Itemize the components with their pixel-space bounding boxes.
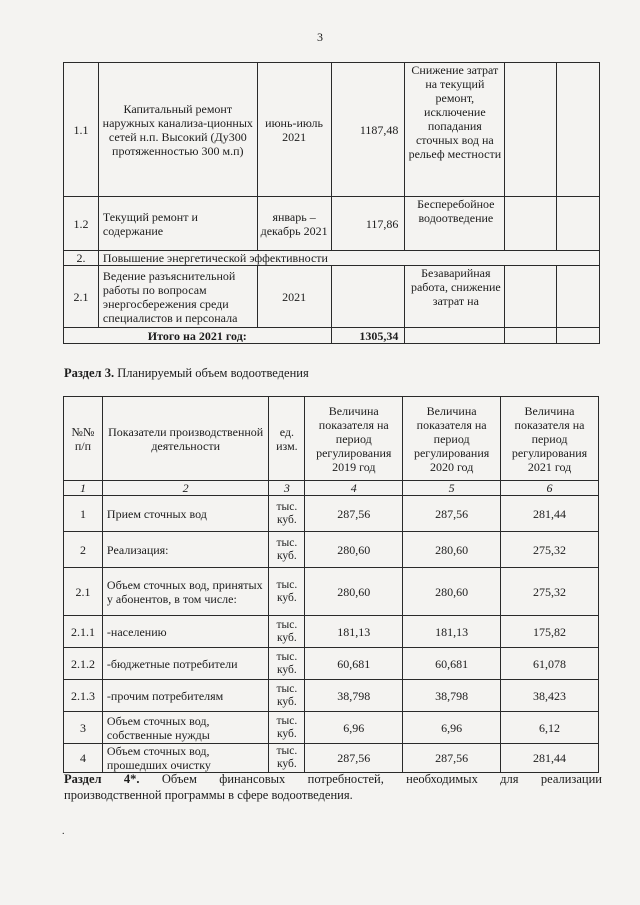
header-number: №№ п/п	[64, 397, 103, 481]
measure-sum: 1187,48	[331, 63, 405, 197]
table-row	[64, 266, 600, 328]
section-4-word: Раздел	[64, 772, 102, 786]
table-row	[64, 496, 599, 532]
row-number: 3	[64, 712, 103, 744]
value-2020: 287,56	[403, 496, 501, 532]
empty-cell	[505, 266, 557, 328]
indicator-name: -прочим потребителям	[102, 680, 269, 712]
column-number: 2	[102, 481, 269, 496]
measure-period: январь – декабрь 2021	[257, 197, 331, 251]
row-number: 2.1.1	[64, 616, 103, 648]
value-2020: 280,60	[403, 532, 501, 568]
wastewater-volume-table	[63, 396, 599, 773]
row-number: 1	[64, 496, 103, 532]
row-number: 2	[64, 532, 103, 568]
value-2020: 280,60	[403, 568, 501, 616]
row-number: 1.2	[64, 197, 99, 251]
measure-name: Ведение разъяснительной работы по вопросам энергосбережения среди специалистов и персонала	[98, 266, 257, 328]
unit-cell: тыс. куб.	[269, 744, 305, 773]
empty-cell	[505, 197, 557, 251]
empty-cell	[557, 197, 600, 251]
section-4-line-1	[64, 771, 602, 787]
value-2020: 60,681	[403, 648, 501, 680]
section-heading: Повышение энергетической эффективности	[98, 251, 599, 266]
section-4-word: Объем	[161, 772, 197, 786]
row-number: 2.1.2	[64, 648, 103, 680]
value-2020: 6,96	[403, 712, 501, 744]
indicator-name: Объем сточных вод, принятых у абонентов, в том числе:	[102, 568, 269, 616]
section-4-word: для	[500, 772, 519, 786]
row-number: 2.	[64, 251, 99, 266]
value-2019: 6,96	[305, 712, 403, 744]
measure-period: июнь-июль 2021	[257, 63, 331, 197]
table-row	[64, 616, 599, 648]
value-2019: 60,681	[305, 648, 403, 680]
column-number: 1	[64, 481, 103, 496]
column-number: 6	[501, 481, 599, 496]
empty-cell	[505, 63, 557, 197]
value-2019: 287,56	[305, 744, 403, 773]
empty-cell	[557, 266, 600, 328]
unit-cell: тыс. куб.	[269, 712, 305, 744]
column-number: 3	[269, 481, 305, 496]
value-2021: 275,32	[501, 568, 599, 616]
section-4-word: финансовых	[219, 772, 286, 786]
page-number: 3	[317, 30, 323, 44]
header-2019: Величина показателя на период регулирования 2019 год	[305, 397, 403, 481]
measure-sum	[331, 266, 405, 328]
indicator-name: Объем сточных вод, собственные нужды	[102, 712, 269, 744]
value-2020: 38,798	[403, 680, 501, 712]
total-row	[64, 328, 600, 344]
unit-cell: тыс. куб.	[269, 496, 305, 532]
measure-name: Текущий ремонт и содержание	[98, 197, 257, 251]
unit-cell: тыс. куб.	[269, 532, 305, 568]
total-label: Итого на 2021 год:	[64, 328, 332, 344]
row-number: 2.1	[64, 266, 99, 328]
section-3-label: Раздел 3.	[64, 366, 115, 380]
value-2020: 181,13	[403, 616, 501, 648]
header-2020: Величина показателя на период регулирования 2020 год	[403, 397, 501, 481]
table-row	[64, 744, 599, 773]
section-4-word: потребностей,	[307, 772, 384, 786]
indicator-name: -бюджетные потребители	[102, 648, 269, 680]
total-value: 1305,34	[331, 328, 405, 344]
value-2020: 287,56	[403, 744, 501, 773]
row-number: 4	[64, 744, 103, 773]
table-row	[64, 532, 599, 568]
indicator-name: Реализация:	[102, 532, 269, 568]
section-4-heading	[64, 771, 602, 803]
table-row	[64, 648, 599, 680]
stray-mark: .	[62, 826, 65, 837]
indicator-name: Объем сточных вод, прошедших очистку	[102, 744, 269, 773]
row-number: 2.1	[64, 568, 103, 616]
measure-sum: 117,86	[331, 197, 405, 251]
table-row	[64, 568, 599, 616]
value-2019: 280,60	[305, 568, 403, 616]
value-2021: 61,078	[501, 648, 599, 680]
column-number: 5	[403, 481, 501, 496]
empty-cell	[557, 328, 600, 344]
indicator-name: -населению	[102, 616, 269, 648]
table-row	[64, 63, 600, 197]
measure-effect: Бесперебойное водоотведение	[405, 197, 505, 251]
column-number: 4	[305, 481, 403, 496]
table-row	[64, 251, 600, 266]
unit-cell: тыс. куб.	[269, 568, 305, 616]
header-row	[64, 397, 599, 481]
empty-cell	[405, 328, 505, 344]
measure-effect: Безаварийная работа, снижение затрат на	[405, 266, 505, 328]
measure-period: 2021	[257, 266, 331, 328]
table-row	[64, 712, 599, 744]
header-2021: Величина показателя на период регулирования 2021 год	[501, 397, 599, 481]
section-4-line-2: производственной программы в сфере водоотведения.	[64, 788, 353, 802]
section-3-title: Планируемый объем водоотведения	[117, 366, 309, 380]
empty-cell	[557, 63, 600, 197]
value-2021: 281,44	[501, 496, 599, 532]
value-2019: 38,798	[305, 680, 403, 712]
value-2019: 287,56	[305, 496, 403, 532]
header-unit: ед. изм.	[269, 397, 305, 481]
measure-effect: Снижение затрат на текущий ремонт, исключение попадания сточных вод на рельеф местности	[405, 63, 505, 197]
value-2021: 281,44	[501, 744, 599, 773]
value-2019: 280,60	[305, 532, 403, 568]
section-4-word: необходимых	[406, 772, 478, 786]
indicator-name: Прием сточных вод	[102, 496, 269, 532]
measure-name: Капитальный ремонт наружных канализа-ционных сетей н.п. Высокий (Ду300 протяженностью 300 м.п)	[98, 63, 257, 197]
measures-table	[63, 62, 600, 344]
table-row	[64, 680, 599, 712]
row-number: 2.1.3	[64, 680, 103, 712]
row-number: 1.1	[64, 63, 99, 197]
value-2019: 181,13	[305, 616, 403, 648]
section-4-word: реализации	[540, 772, 602, 786]
unit-cell: тыс. куб.	[269, 616, 305, 648]
value-2021: 275,32	[501, 532, 599, 568]
empty-cell	[505, 328, 557, 344]
section-3-heading	[64, 366, 309, 381]
column-numbers-row	[64, 481, 599, 496]
unit-cell: тыс. куб.	[269, 680, 305, 712]
table-row	[64, 197, 600, 251]
value-2021: 38,423	[501, 680, 599, 712]
value-2021: 6,12	[501, 712, 599, 744]
value-2021: 175,82	[501, 616, 599, 648]
section-4-word: 4*.	[123, 772, 140, 786]
unit-cell: тыс. куб.	[269, 648, 305, 680]
header-indicator: Показатели производственной деятельности	[102, 397, 269, 481]
